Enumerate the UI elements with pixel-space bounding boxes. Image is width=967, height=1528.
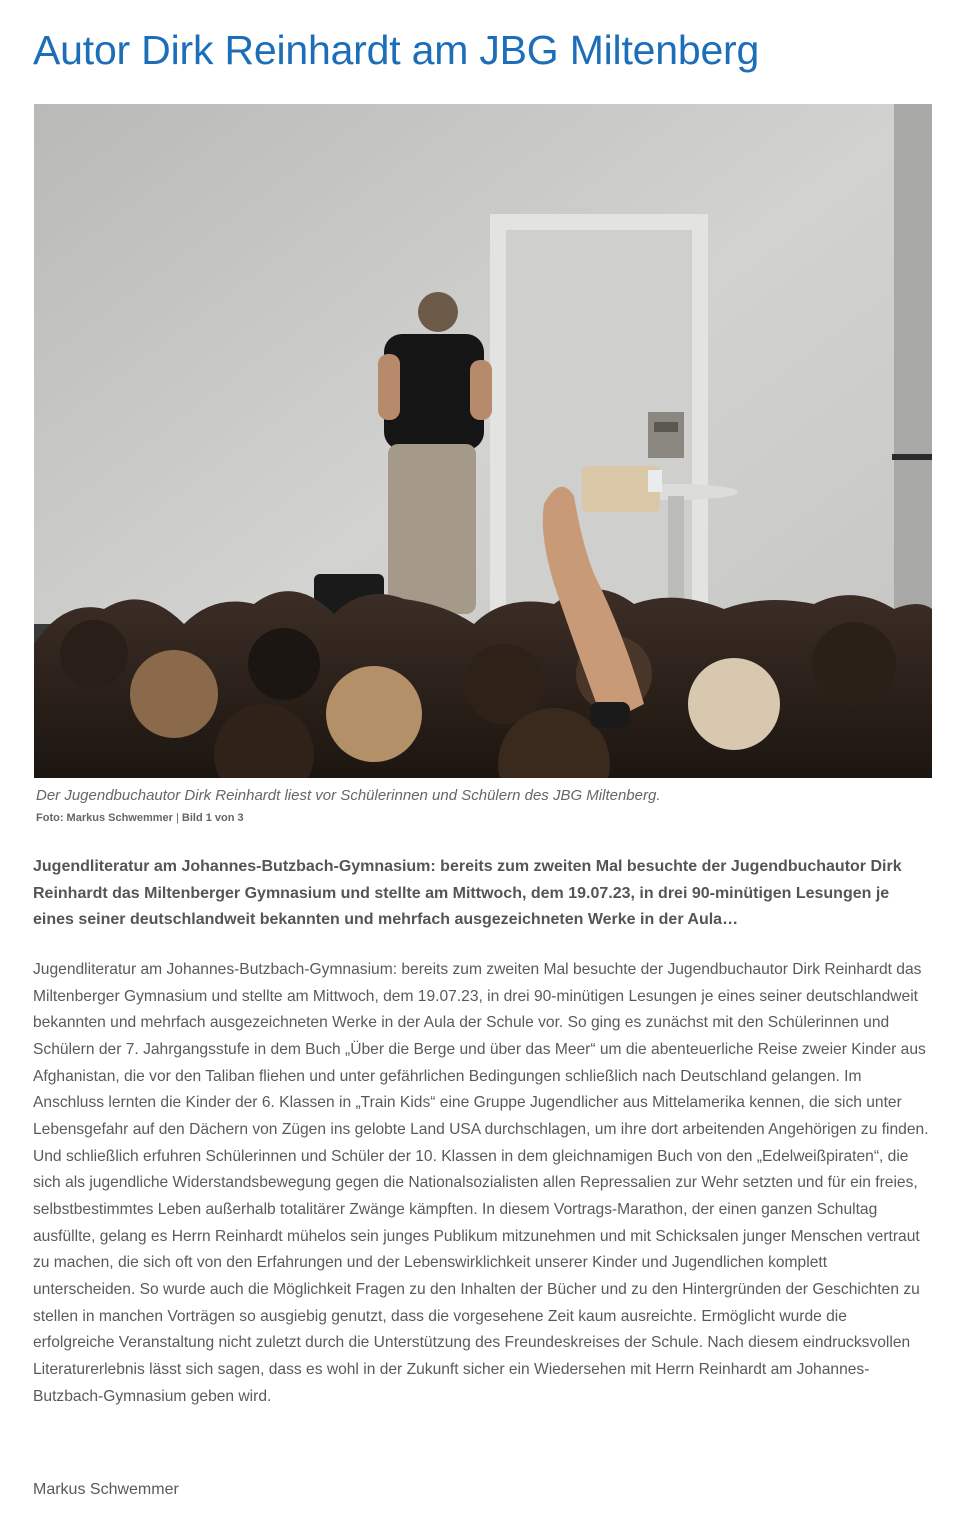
- article-title: Autor Dirk Reinhardt am JBG Miltenberg: [33, 27, 760, 73]
- speaker-head: [418, 292, 458, 332]
- crowd-head: [464, 644, 544, 724]
- crowd-head: [248, 628, 320, 700]
- speaker-trousers: [388, 444, 476, 614]
- photo-caption: Der Jugendbuchautor Dirk Reinhardt liest vor Schülerinnen und Schülern des JBG Miltenberg.: [36, 787, 661, 804]
- wall-shelf: [892, 454, 932, 460]
- article-author: Markus Schwemmer: [33, 1481, 179, 1498]
- door-switch: [648, 412, 684, 458]
- crowd-head: [812, 622, 896, 706]
- article-lead: Jugendliteratur am Johannes-Butzbach-Gymnasium: bereits zum zweiten Mal besuchte der Jugendbuchautor Dirk Reinhardt das Miltenberger Gymnasium und stellte am Mittwoch, dem 19.07.23, in drei 90-minütigen Lesungen je eines seiner deutschlandweit bekannten und mehrfach ausgezeichneten Werke in der Aula…: [33, 858, 902, 928]
- crowd-head: [60, 620, 128, 688]
- photo-credit-author: Foto: Markus Schwemmer: [36, 812, 173, 824]
- crowd-head: [326, 666, 422, 762]
- article-photo[interactable]: [34, 104, 932, 778]
- lectern-glass: [648, 470, 662, 492]
- photo-credit-separator: |: [175, 812, 179, 824]
- photo-illustration: [34, 104, 932, 778]
- photo-counter: Bild 1 von 3: [181, 812, 244, 824]
- photo-credit: [36, 809, 244, 827]
- speaker-arm-left: [378, 354, 400, 420]
- article-body: Jugendliteratur am Johannes-Butzbach-Gymnasium: bereits zum zweiten Mal besuchte der Jugendbuchautor Dirk Reinhardt das Miltenberger Gymnasium und stellte am Mittwoch, dem 19.07.23, in drei 90-minütigen Lesungen je eines seiner deutschlandweit bekannten und mehrfach ausgezeichneten Werke in der Aula der Schule vor. So ging es zunächst mit den Schülerinnen und Schülern der 7. Jahrgangsstufe in dem Buch „Über die Berge und über das Meer“ um die abenteuerliche Reise zweier Kinder aus Afghanistan, die vor den Taliban fliehen und unter gefährlichen Bedingungen schließlich nach Deutschland gelangen. Im Anschluss lernten die Kinder der 6. Klassen in „Train Kids“ eine Gruppe Jugendlicher aus Mittelamerika kennen, die sich unter Lebensgefahr auf den Dächern von Zügen ins gelobte Land USA durchschlagen, um ihre dort arbeitenden Angehörigen zu finden. Und schließlich erfuhren Schülerinnen und Schüler der 10. Klassen in dem gleichnamigen Buch von den „Edelweißpiraten“, die sich als jugendliche Widerstandsbewegung gegen die Nationalsozialisten allen Repressalien zur Wehr setzten und für ein freies, selbstbestimmtes Leben außerhalb totalitärer Zwänge kämpften. In diesem Vortrags-Marathon, der einen ganzen Schultag ausfüllte, gelang es Herrn Reinhardt mühelos sein junges Publikum mitzunehmen und mit Schicksalen junger Menschen vertraut zu machen, die sich oft von den Erfahrungen und der Lebenswirklichkeit unserer Kinder und Jugendlichen komplett unterscheiden. So wurde auch die Möglichkeit Fragen zu den Inhalten der Bücher und zu den Hintergründen der Geschichten zu stellen in manchen Vorträgen so ausgiebig genutzt, dass die vorgesehene Zeit kaum ausreichte. Ermöglicht wurde die erfolgreiche Veranstaltung nicht zuletzt durch die Unterstützung des Freundeskreises der Schule. Nach diesem eindrucksvollen Literaturerlebnis lässt sich sagen, dass es wohl in der Zukunft sicher ein Wiedersehen mit Herrn Reinhardt am Johannes-Butzbach-Gymnasium geben wird.: [33, 961, 929, 1405]
- speaker-arm-right: [470, 360, 492, 420]
- crowd-head: [130, 650, 218, 738]
- wristwatch: [590, 702, 630, 728]
- door-switch-inner: [654, 422, 678, 432]
- crowd-head: [688, 658, 780, 750]
